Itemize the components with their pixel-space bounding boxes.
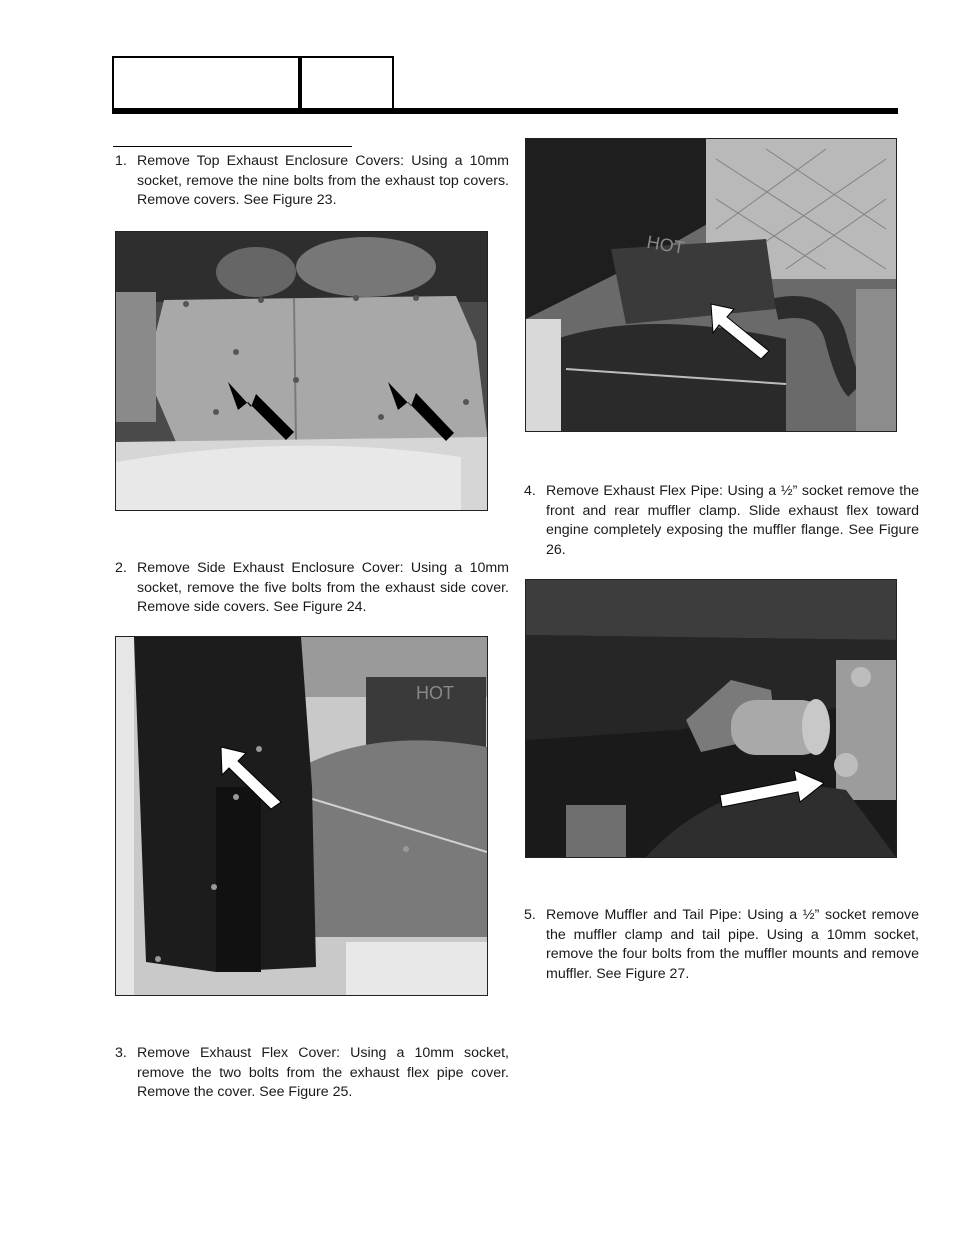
figure-25-photo	[525, 138, 897, 432]
step-text: Remove Top Exhaust Enclosure Covers: Using a 10mm socket, remove the nine bolts from the exhaust top covers. Remove covers. See Figure 23.	[137, 153, 509, 209]
hot-marking: HOT	[645, 231, 687, 259]
step-2	[115, 559, 509, 618]
figure-26-photo	[525, 579, 897, 858]
step-number: 2.	[115, 560, 127, 576]
step-number: 5.	[524, 907, 536, 923]
section-heading-rule	[113, 146, 352, 147]
step-text: Remove Muffler and Tail Pipe: Using a ½” socket remove the muffler clamp and tail pipe. Using a 10mm socket, remove the four bolts from the muffler mounts and remove muffler. See Figure 27.	[546, 907, 919, 982]
step-number: 1.	[115, 153, 127, 169]
hot-marking: HOT	[416, 683, 454, 703]
step-4	[524, 482, 919, 560]
figure-24-photo	[115, 636, 488, 996]
step-1	[115, 152, 509, 211]
header-page-box	[300, 56, 394, 112]
header-rule	[112, 108, 898, 114]
step-5	[524, 906, 919, 984]
step-text: Remove Exhaust Flex Pipe: Using a ½” socket remove the front and rear muffler clamp. Slide exhaust flex toward engine completely exposing the muffler flange. See Figure 26.	[546, 483, 919, 558]
step-text: Remove Side Exhaust Enclosure Cover: Using a 10mm socket, remove the five bolts from the exhaust side cover. Remove side covers. See Figure 24.	[137, 560, 509, 616]
step-number: 4.	[524, 483, 536, 499]
step-text: Remove Exhaust Flex Cover: Using a 10mm socket, remove the two bolts from the exhaust flex pipe cover. Remove the cover. See Figure 25.	[137, 1045, 509, 1101]
step-3	[115, 1044, 509, 1103]
figure-23-photo	[115, 231, 488, 511]
header-title-box	[112, 56, 300, 112]
step-number: 3.	[115, 1045, 127, 1061]
